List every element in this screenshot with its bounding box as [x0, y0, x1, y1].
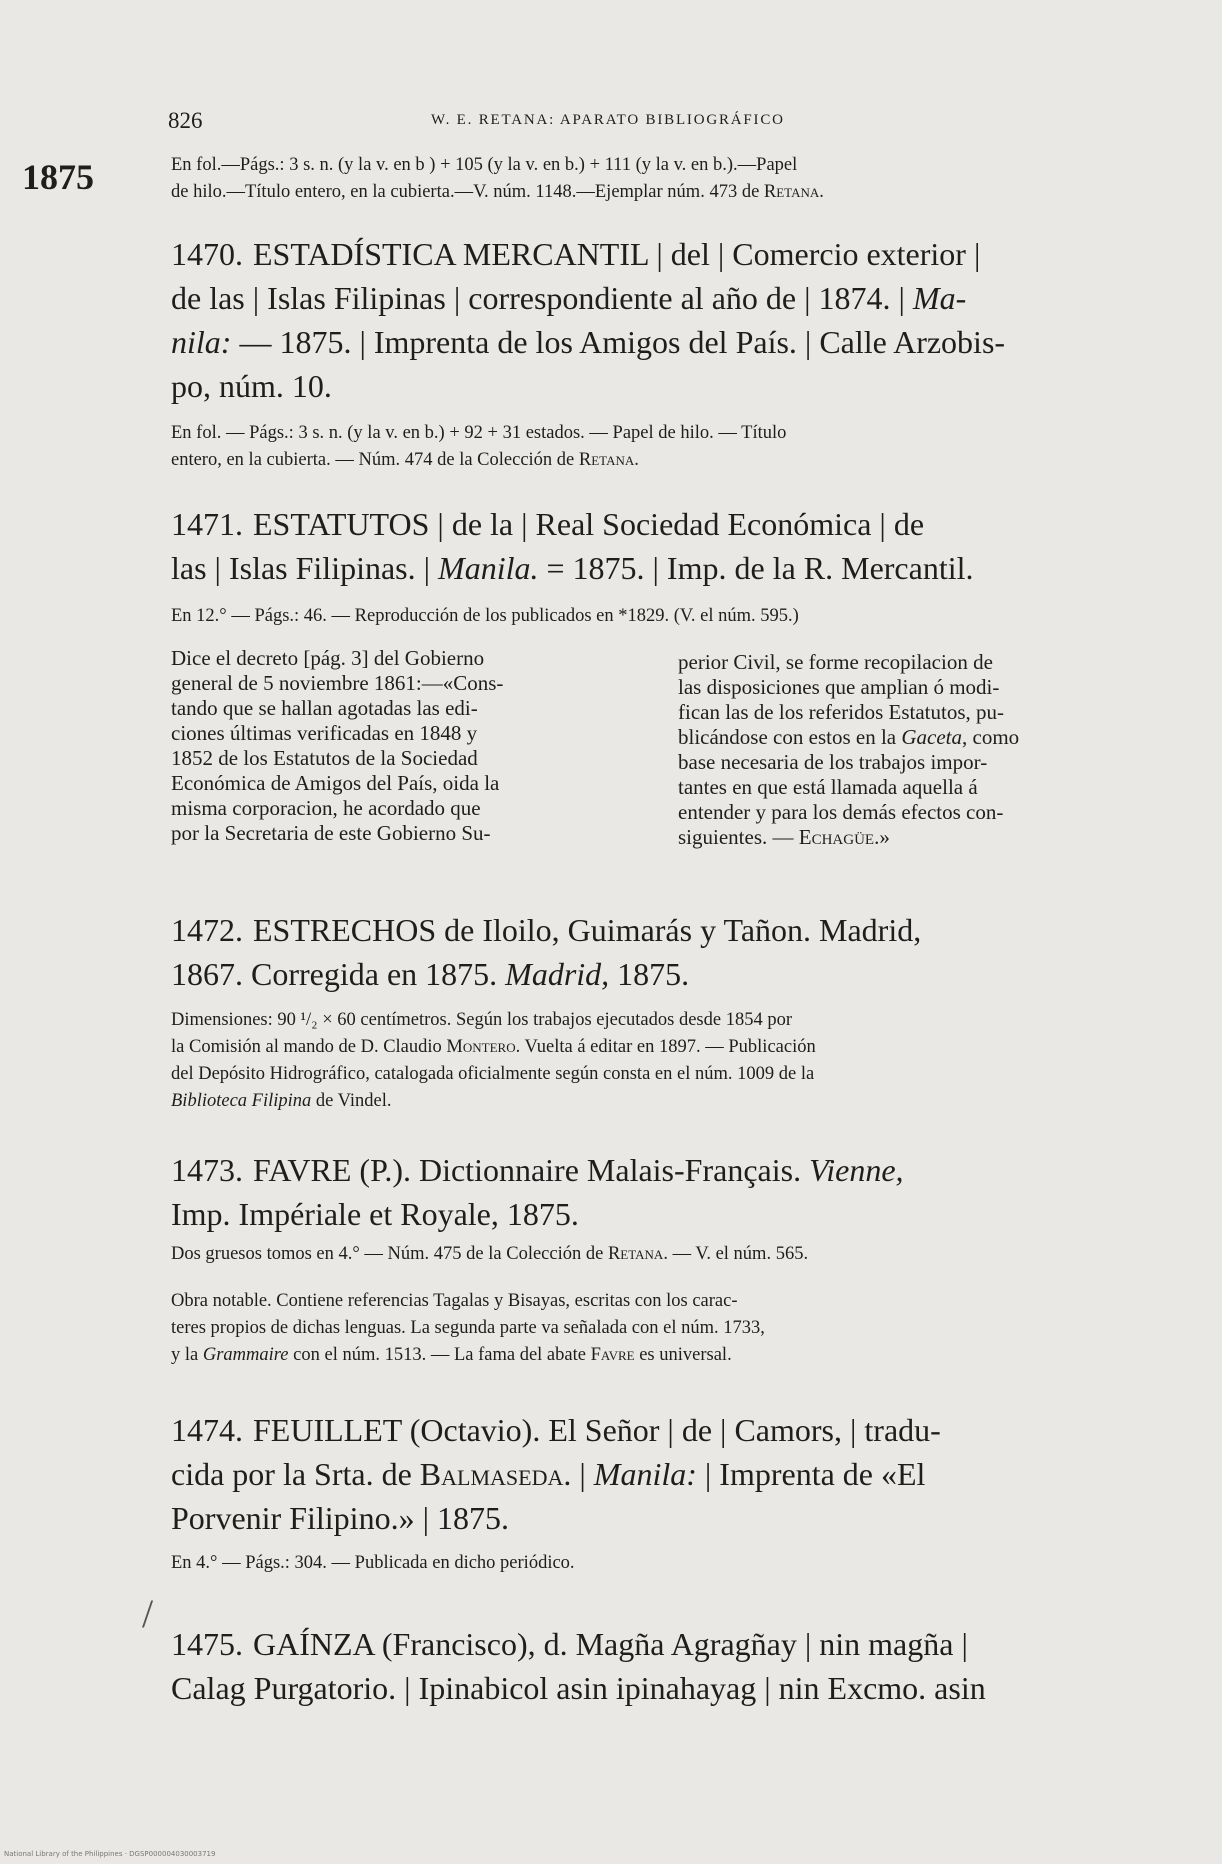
entry-number: 1471. — [171, 506, 243, 542]
entry-1471-right-column: perior Civil, se forme recopilacion de las disposiciones que amplian ó modi- fican las de los referidos Estatutos, pu- blicándose con estos en la Gaceta, como base necesaria de los trabajos impor- tantes en que está llamada aquella á entender y para los demás efectos con- siguientes. — Echagüe.» — [678, 650, 1020, 849]
entry-1473-comment: Obra notable. Contiene referencias Tagalas y Bisayas, escritas con los carac- teres propios de dichas lenguas. La segunda parte va señalada con el núm. 1733, y la Grammaire con el núm. 1513. — La fama del abate Favre es universal. — [171, 1291, 765, 1365]
entry-1471-note: En 12.° — Págs.: 46. — Reproducción de los publicados en *1829. (V. el núm. 595.) — [171, 606, 799, 626]
entry-number: 1474. — [171, 1412, 243, 1448]
entry-1472-note: Dimensiones: 90 ¹/₂ × 60 centímetros. Según los trabajos ejecutados desde 1854 por la Comisión al mando de D. Claudio Montero. Vuelta á editar en 1897. — Publicación del Depósito Hidrográfico, catalogada oficialmente según consta en el núm. 1009 de la Biblioteca Filipina de Vindel. — [171, 1010, 816, 1111]
prev-entry-note: En fol.—Págs.: 3 s. n. (y la v. en b ) + 105 (y la v. en b.) + 111 (y la v. en b.).—Papel de hilo.—Título entero, en la cubierta.—V. núm. 1148.—Ejemplar núm. 473 de Retana. — [171, 155, 824, 202]
margin-tick-mark: / — [142, 1591, 154, 1636]
running-head: W. E. RETANA: APARATO BIBLIOGRÁFICO — [431, 112, 785, 128]
entry-number: 1473. — [171, 1152, 243, 1188]
page-number: 826 — [168, 108, 203, 133]
entry-1474-note: En 4.° — Págs.: 304. — Publicada en dicho periódico. — [171, 1553, 575, 1573]
entry-number: 1472. — [171, 912, 243, 948]
side-year: 1875 — [22, 157, 94, 197]
entry-1475: 1475. GAÍNZA (Francisco), d. Magña Agragñay | nin magña | Calag Purgatorio. | Ipinabicol asin ipinahayag | nin Excmo. asin — [171, 1626, 986, 1706]
entry-1472: 1472. ESTRECHOS de Iloilo, Guimarás y Tañon. Madrid, 1867. Corregida en 1875. Madrid, 1875. — [171, 912, 922, 992]
entry-1471-left-column: Dice el decreto [pág. 3] del Gobierno general de 5 noviembre 1861:—«Cons- tando que se hallan agotadas las edi- ciones últimas verificadas en 1848 y 1852 de los Estatutos de la Sociedad Económica de Amigos del País, oida la misma corporacion, he acordado que por la Secretaria de este Gobierno Su- — [171, 646, 504, 845]
entry-1471: 1471. ESTATUTOS | de la | Real Sociedad Económica | de las | Islas Filipinas. | Manila. = 1875. | Imp. de la R. Mercantil. — [171, 506, 974, 586]
entry-1470: 1470. ESTADÍSTICA MERCANTIL | del | Comercio exterior | de las | Islas Filipinas | correspondiente al año de | 1874. | Ma- nila: — 1875. | Imprenta de los Amigos del País. | Calle Arzobis- po, núm. 10. — [171, 236, 1006, 404]
entry-1474: 1474. FEUILLET (Octavio). El Señor | de | Camors, | tradu- cida por la Srta. de Balmaseda. | Manila: | Imprenta de «El Porvenir Filipino.» | 1875. — [171, 1412, 941, 1536]
entry-number: 1470. — [171, 236, 243, 272]
scan-footer: National Library of the Philippines · DGSP000004030003719 — [4, 1850, 216, 1858]
entry-number: 1475. — [171, 1626, 243, 1662]
page-header — [168, 108, 1168, 138]
entry-1473: 1473. FAVRE (P.). Dictionnaire Malais-Français. Vienne, Imp. Impériale et Royale, 1875. — [171, 1152, 904, 1232]
entry-1470-note: En fol. — Págs.: 3 s. n. (y la v. en b.) + 92 + 31 estados. — Papel de hilo. — Título entero, en la cubierta. — Núm. 474 de la Colección de Retana. — [171, 423, 787, 470]
entry-1473-note: Dos gruesos tomos en 4.° — Núm. 475 de la Colección de Retana. — V. el núm. 565. — [171, 1244, 809, 1264]
